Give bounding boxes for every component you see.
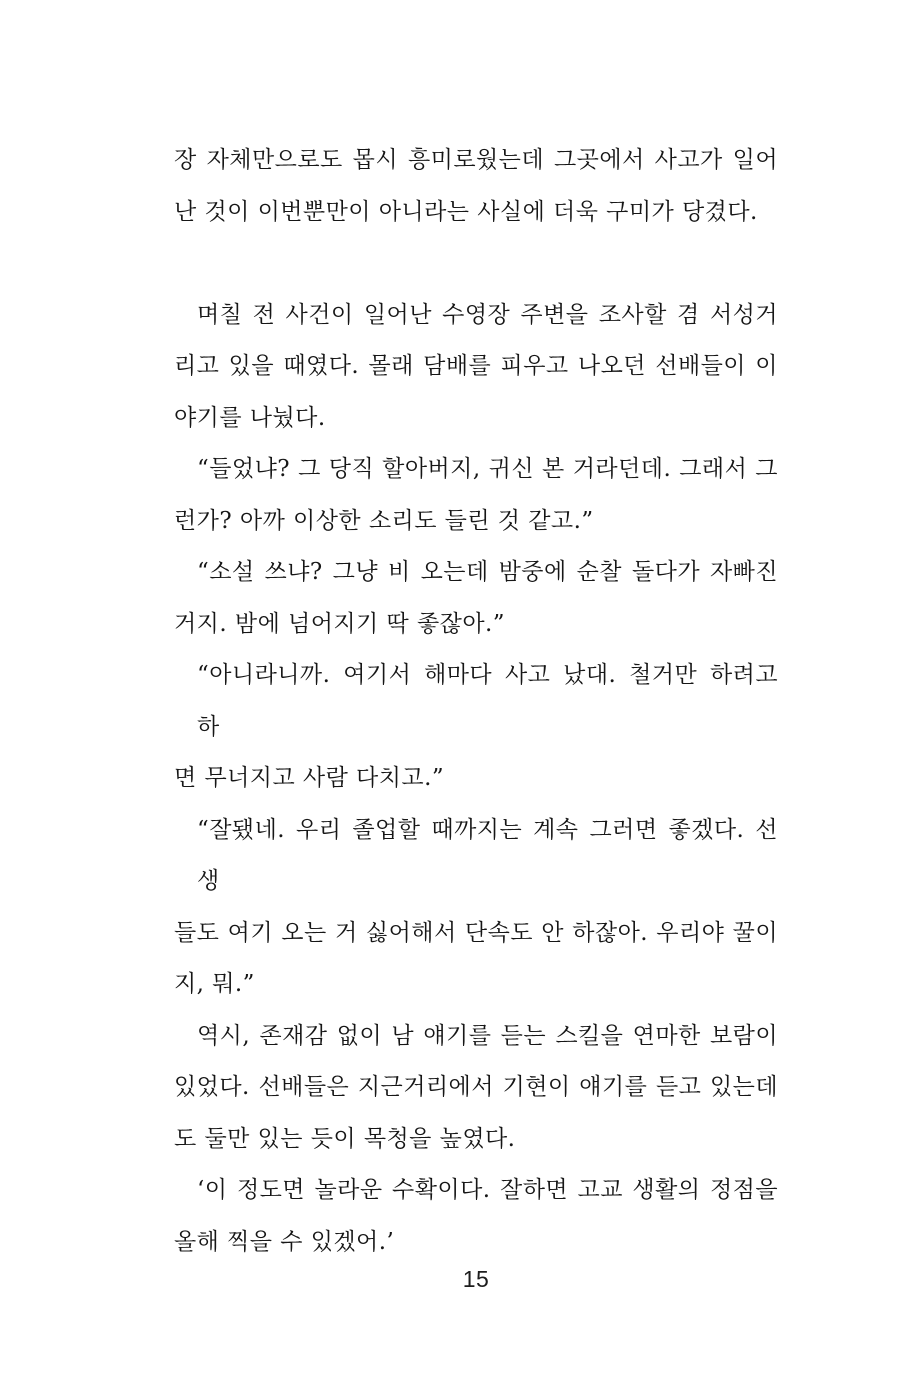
text-line: 지, 뭐.” [174,971,255,997]
paragraph-dialogue [174,650,778,805]
paragraph-dialogue [174,547,778,650]
text-line: 있었다. 선배들은 지근거리에서 기현이 얘기를 듣고 있는데 [174,1074,778,1100]
text-line: “아니라니까. 여기서 해마다 사고 났대. 철거만 하려고 하 [197,662,778,740]
text-line: “들었냐? 그 당직 할아버지, 귀신 본 거라던데. 그래서 그 [197,456,778,482]
text-line: 도 둘만 있는 듯이 목청을 높였다. [174,1125,516,1152]
text-line: 거지. 밤에 넘어지기 딱 좋잖아.” [174,610,505,637]
text-line: 장 자체만으로도 몹시 흥미로웠는데 그곳에서 사고가 일어 [174,147,778,173]
text-line: “잘됐네. 우리 졸업할 때까지는 계속 그러면 좋겠다. 선생 [197,816,778,894]
text-line: 리고 있을 때였다. 몰래 담배를 피우고 나오던 선배들이 이 [174,353,778,379]
paragraph [174,135,778,238]
page-footer [174,1266,778,1293]
text-line: 며칠 전 사건이 일어난 수영장 주변을 조사할 겸 서성거 [197,301,778,328]
paragraph-dialogue [174,805,778,1011]
paragraph-dialogue [174,444,778,547]
text-line: ‘이 정도면 놀라운 수확이다. 잘하면 고교 생활의 정점을 [197,1177,778,1203]
text-line: 면 무너지고 사람 다치고.” [174,765,445,791]
text-line: 난 것이 이번뿐만이 아니라는 사실에 더욱 구미가 당겼다. [174,198,758,225]
page-number: 15 [462,1266,490,1292]
text-line: 런가? 아까 이상한 소리도 들린 것 같고.” [174,507,594,534]
text-line: 올해 찍을 수 있겠어.’ [174,1228,395,1255]
text-line: 역시, 존재감 없이 남 얘기를 듣는 스킬을 연마한 보람이 [197,1022,778,1049]
text-line: 들도 여기 오는 거 싫어해서 단속도 안 하잖아. 우리야 꿀이 [174,919,778,946]
text-line: 야기를 나눴다. [174,404,326,431]
paragraph [174,290,778,445]
paragraph-inner-thought [174,1165,778,1268]
page-text-block [174,135,778,1268]
paragraph [174,1011,778,1166]
text-line: “소설 쓰냐? 그냥 비 오는데 밤중에 순찰 돌다가 자빠진 [197,559,778,585]
